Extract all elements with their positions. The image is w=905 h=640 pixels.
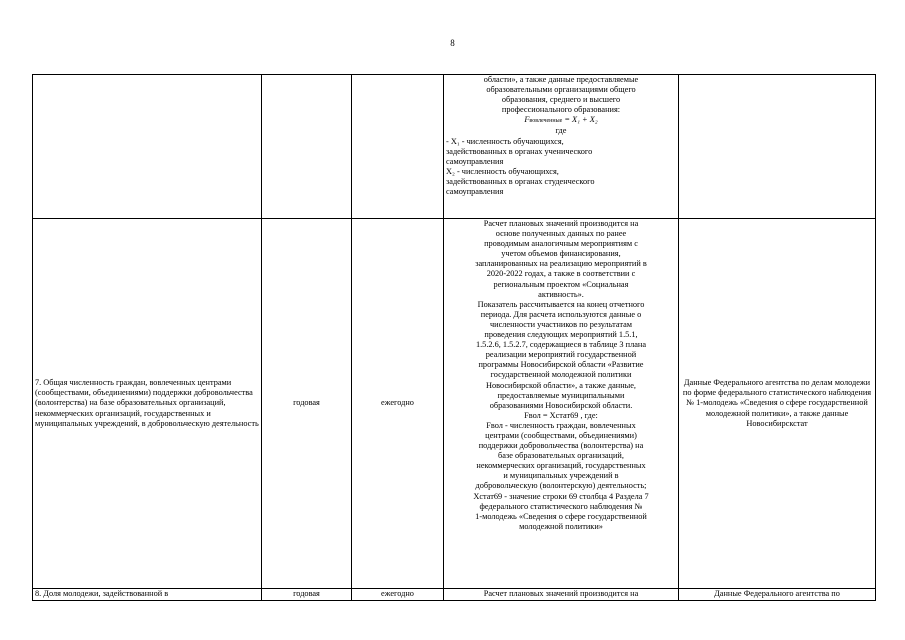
method-line: активность». <box>538 289 584 299</box>
definition-line: самоуправления <box>446 156 504 166</box>
period-cell <box>262 75 352 219</box>
method-line: программы Новосибирской области «Развитие <box>478 360 644 370</box>
method-line: периода. Для расчета используются данные о <box>480 309 642 319</box>
definition-line: поддержки добровольчества (волонтерства) на <box>478 441 644 451</box>
method-line: профессионального образования: <box>501 105 621 115</box>
definition-line: задействованных в органах студенческого <box>446 176 595 186</box>
method-line: проведения следующих мероприятий 1.5.1, <box>484 330 638 340</box>
method-line: реализации мероприятий государственной <box>485 350 637 360</box>
method-line: 1.5.2.6, 1.5.2.7, содержащиеся в таблице 3 плана <box>475 340 647 350</box>
method-line: Показатель рассчитывается на конец отчетного <box>477 299 645 309</box>
method-line: образования, среднего и высшего <box>501 95 621 105</box>
period-cell: годовая <box>262 589 352 601</box>
formula <box>446 115 676 126</box>
indicators-table <box>32 74 876 601</box>
method-line: Новосибирской области», а также данные, <box>486 380 636 390</box>
definition-line: X₂ - численность обучающихся, <box>446 166 559 176</box>
table-row <box>33 589 876 601</box>
indicator-name-cell: 8. Доля молодежи, задействованной в <box>33 589 262 601</box>
definition-line: и муниципальных учреждений в <box>503 471 619 481</box>
formula-lhs: F <box>524 115 530 125</box>
formula-rhs: = X₁ + X₂ <box>564 115 598 125</box>
method-cell <box>444 219 679 589</box>
frequency-cell <box>352 75 444 219</box>
method-line: государственной молодежной политики <box>490 370 632 380</box>
method-line: проводимым аналогичным мероприятиям с <box>484 239 638 249</box>
method-cell: Расчет плановых значений производится на <box>444 589 679 601</box>
method-line: основе полученных данных по ранее <box>495 229 627 239</box>
definition-line: - X₁ - численность обучающихся, <box>446 136 564 146</box>
definition-line: молодежной политики» <box>519 521 603 531</box>
method-line: образованиями Новосибирской области. <box>489 400 633 410</box>
method-line: Расчет плановых значений производится на <box>483 219 639 228</box>
method-cell <box>444 75 679 219</box>
period-cell: годовая <box>262 219 352 589</box>
source-cell: Данные Федерального агентства по делам молодежи по форме федерального статистического наблюдения № 1-молодежь «Сведения о сфере государственной молодежной политики», а также данные Новосибирскстат <box>679 219 876 589</box>
table-row <box>33 75 876 219</box>
definition-line: Fвол - численность граждан, вовлеченных <box>486 420 636 430</box>
frequency-cell: ежегодно <box>352 589 444 601</box>
formula: Fвол = Xстат69 , где: <box>524 410 598 420</box>
method-line: предоставляемые муниципальными <box>497 390 625 400</box>
definition-line: 1-молодежь «Сведения о сфере государственной <box>475 511 647 521</box>
definition-line: задействованных в органах ученического <box>446 146 593 156</box>
definition-line: добровольческую (волонтерскую) деятельность; <box>475 481 647 491</box>
method-line: региональным проектом «Социальная <box>493 279 629 289</box>
formula-subscript: вовлеченные <box>529 118 563 125</box>
definition-line: Xстат69 - значение строки 69 столбца 4 Раздела 7 <box>473 491 649 501</box>
definition-line: базе образовательных организаций, <box>498 451 624 461</box>
source-cell: Данные Федерального агентства по <box>679 589 876 601</box>
method-line: запланированных на реализацию мероприятий в <box>475 259 647 269</box>
definition-line: центрами (сообществами, объединениями) <box>485 430 637 440</box>
definition-line: самоуправления <box>446 187 504 197</box>
method-line: численности участников по результатам <box>489 319 633 329</box>
frequency-cell: ежегодно <box>352 219 444 589</box>
table-row <box>33 219 876 589</box>
method-line: учетом объемов финансирования, <box>501 249 621 259</box>
definition-line: федерального статистического наблюдения № <box>479 501 643 511</box>
page-number: 8 <box>450 38 455 48</box>
definition-line: некоммерческих организаций, государственных <box>476 461 646 471</box>
indicator-name-cell: 7. Общая численность граждан, вовлеченных центрами (сообществами, объединениями) поддержки добровольчества (волонтерства) на базе образовательных организаций, некоммерческих организаций, государственных и муниципальных учреждений, в добровольческую деятельность <box>33 219 262 589</box>
method-line: образовательными организациями общего <box>486 85 636 95</box>
method-line: области», а также данные предоставляемые <box>483 75 639 84</box>
method-line: 2020-2022 годах, а также в соответствии с <box>486 269 636 279</box>
source-cell <box>679 75 876 219</box>
formula-where: где <box>555 126 567 136</box>
indicator-name-cell <box>33 75 262 219</box>
